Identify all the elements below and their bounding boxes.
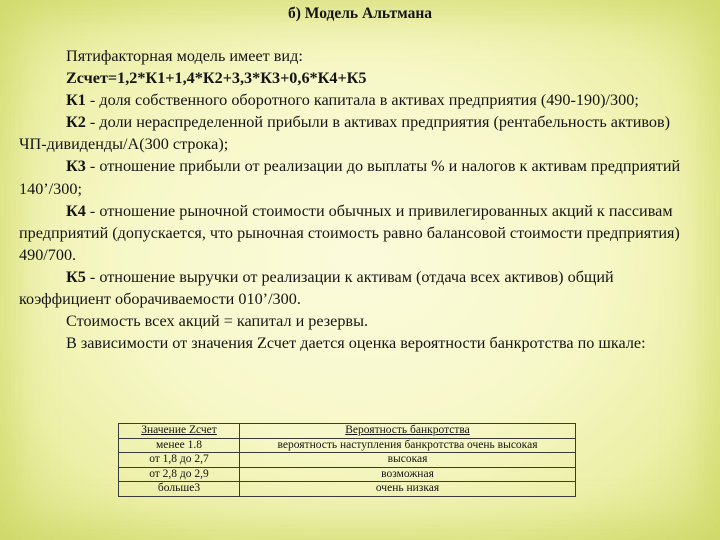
- factor-k2: [19, 111, 698, 155]
- factor-k4: [19, 200, 698, 266]
- probability-cell: вероятность наступления банкротства очень высокая: [240, 438, 576, 453]
- column-header-z-value: Значение Zсчет: [119, 424, 240, 439]
- factor-k1: [19, 89, 698, 111]
- factor-code: К1: [66, 91, 86, 110]
- probability-cell: очень низкая: [240, 482, 576, 497]
- factor-code: К5: [66, 267, 86, 286]
- column-header-probability: Вероятность банкротства: [240, 424, 576, 439]
- probability-cell: возможная: [240, 467, 576, 482]
- factor-k5: [19, 266, 698, 310]
- intro-text: Пятифакторная модель имеет вид:: [66, 47, 303, 65]
- table-header-row: [119, 424, 576, 439]
- z-value-cell: от 1,8 до 2,7: [119, 453, 240, 468]
- factor-code: К4: [66, 201, 86, 220]
- factor-description: - доля собственного оборотного капитала в активах предприятия (490-190)/300;: [85, 91, 639, 110]
- factor-description: - доли нераспределенной прибыли в активах предприятия (рентабельность активов) ЧП-дивиденды/А(300 строка);: [19, 113, 671, 154]
- z-value-cell: от 2,8 до 2,9: [119, 467, 240, 482]
- z-value-cell: менее 1.8: [119, 438, 240, 453]
- bankruptcy-scale-table: [118, 423, 576, 497]
- table-row: [119, 482, 576, 497]
- factor-description: - отношение выручки от реализации к активам (отдача всех активов) общий коэффициент оборачиваемости 010’/300.: [19, 267, 614, 309]
- table-row: [119, 438, 576, 453]
- probability-cell: высокая: [240, 453, 576, 468]
- factor-description: - отношение прибыли от реализации до выплаты % и налогов к активам предприятий 140’/300;: [19, 157, 681, 198]
- factor-k3: [19, 155, 698, 199]
- z-value-cell: больше3: [119, 482, 240, 497]
- factor-code: К3: [66, 157, 86, 176]
- note-scale: В зависимости от значения Zсчет дается оценка вероятности банкротства по шкале:: [66, 334, 646, 353]
- table-row: [119, 467, 576, 482]
- formula: Zсчет=1,2*К1+1,4*К2+3,3*К3+0,6*К4+К5: [66, 69, 367, 88]
- factor-description: - отношение рыночной стоимости обычных и привилегированных акций к пассивам предприятий (допускается, что рыночная стоимость равно балансовой стоимости предприятия) 490/700.: [19, 201, 680, 264]
- note-shares: Стоимость всех акций = капитал и резервы.: [66, 312, 368, 331]
- table-row: [119, 453, 576, 468]
- slide-body: [19, 45, 698, 354]
- factor-code: К2: [66, 113, 86, 132]
- slide-title: б) Модель Альтмана: [288, 5, 432, 22]
